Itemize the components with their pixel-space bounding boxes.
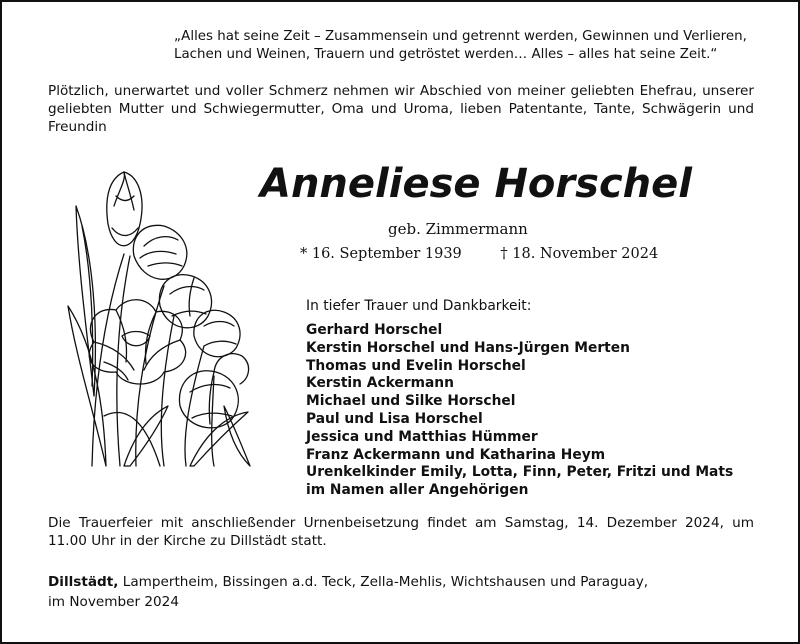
mourner-name: Thomas und Evelin Horschel: [306, 357, 526, 374]
mourner-name: Kerstin Horschel und Hans-Jürgen Merten: [306, 339, 630, 356]
mourners-lead: In tiefer Trauer und Dankbarkeit:: [306, 298, 532, 314]
life-dates: [300, 246, 658, 262]
intro-text: Plötzlich, unerwartet und voller Schmerz nehmen wir Abschied von meiner geliebten Ehefrau, unserer geliebten Mutter und Schwiegermutter, Oma und Uroma, lieben Patentante, Tante, Schwägerin und Freundin: [48, 83, 754, 135]
quote: [174, 28, 764, 64]
mourner-name: Kerstin Ackermann: [306, 375, 454, 392]
mourner-name: Urenkelkinder Emily, Lotta, Finn, Peter, Fritzi und Mats: [306, 464, 734, 481]
places-line: [48, 572, 754, 592]
notice-month: im November 2024: [48, 594, 179, 610]
ceremony-info: Die Trauerfeier mit anschließender Urnenbeisetzung findet am Samstag, 14. Dezember 2024, um 11.00 Uhr in der Kirche zu Dillstädt statt.: [48, 515, 754, 549]
mourner-name: im Namen aller Angehörigen: [306, 482, 529, 499]
mourner-name: Paul und Lisa Horschel: [306, 410, 483, 427]
main-place: Dillstädt,: [48, 574, 119, 590]
tulip-bouquet-illustration: [64, 166, 254, 472]
quote-line-2: Lachen und Weinen, Trauern und getröstet werden… Alles – alles hat seine Zeit.“: [174, 47, 718, 62]
mourner-name: Michael und Silke Horschel: [306, 393, 516, 410]
quote-line-1: „Alles hat seine Zeit – Zusammensein und getrennt werden, Gewinnen und Verlieren,: [174, 29, 747, 44]
mourners-list: [306, 322, 733, 500]
other-places: Lampertheim, Bissingen a.d. Teck, Zella-Mehlis, Wichtshausen und Paraguay,: [118, 574, 649, 590]
death-date: † 18. November 2024: [500, 246, 659, 262]
deceased-name: Anneliese Horschel: [260, 161, 692, 207]
birth-name: geb. Zimmermann: [388, 220, 528, 238]
mourners-block: [306, 296, 733, 500]
mourner-name: Franz Ackermann und Katharina Heym: [306, 446, 606, 463]
places-block: [48, 572, 754, 612]
mourner-name: Jessica und Matthias Hümmer: [306, 428, 538, 445]
mourner-name: Gerhard Horschel: [306, 322, 443, 338]
birth-date: * 16. September 1939: [300, 246, 462, 262]
